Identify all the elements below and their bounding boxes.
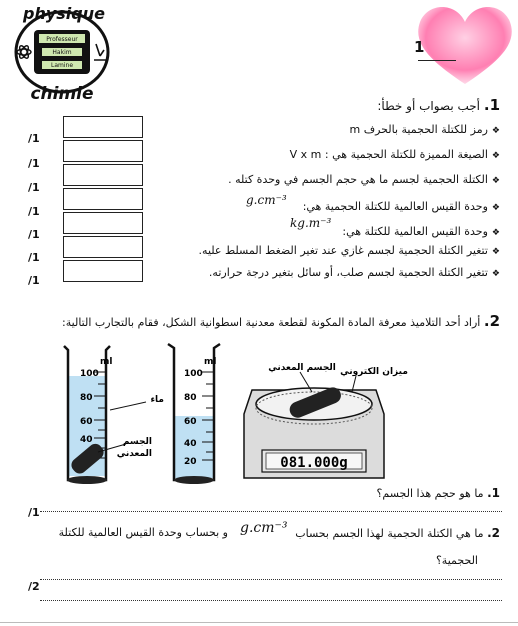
svg-text:80: 80 xyxy=(184,393,197,403)
mark-7: /1 xyxy=(28,274,40,287)
q2-number: 2. xyxy=(483,312,500,330)
q2-sub2-tail: و بحساب وحدة القيس العالمية للكتلة xyxy=(58,526,228,539)
answer-box-5[interactable] xyxy=(63,212,143,234)
page-number: 1 xyxy=(414,38,425,56)
q2-sub2: 2. ما هي الكتلة الحجمية لهذا الجسم بحساب xyxy=(295,526,500,540)
q1-item-6: ❖تتغير الكتلة الحجمية لجسم غازي عند تغير الضغط المسلط عليه. xyxy=(198,244,500,257)
q1-title: أجب بصواب أو خطأ: xyxy=(377,99,481,113)
q2-sub1: 1. ما هو حجم هذا الجسم؟ xyxy=(376,486,500,500)
mark-4: /1 xyxy=(28,205,40,218)
heart-decoration xyxy=(412,0,518,86)
q1-item-7: ❖تتغير الكتلة الحجمية لجسم صلب، أو سائل بتغير درجة حرارته. xyxy=(208,266,500,279)
mark-6: /1 xyxy=(28,251,40,264)
q1-item-3: ❖الكتلة الحجمية لجسم ما هي حجم الجسم في وحدة كتله . xyxy=(228,173,500,186)
svg-text:60: 60 xyxy=(184,417,197,427)
bullet-icon: ❖ xyxy=(491,269,500,279)
svg-text:40: 40 xyxy=(80,435,93,445)
mark-1: /1 xyxy=(28,132,40,145)
svg-text:100: 100 xyxy=(80,369,99,379)
unit-ml-right: ml xyxy=(204,357,217,367)
answer-line-3[interactable] xyxy=(40,600,502,601)
page-number-underline xyxy=(418,60,456,61)
logo-top-text: physique xyxy=(23,4,105,23)
bullet-icon: ❖ xyxy=(491,151,500,161)
q2-heading xyxy=(20,312,500,330)
answer-box-7[interactable] xyxy=(63,260,143,282)
bullet-icon: ❖ xyxy=(491,247,500,257)
bullet-icon: ❖ xyxy=(491,228,500,238)
label-body-2: المعدني xyxy=(116,449,152,459)
svg-text:80: 80 xyxy=(80,393,93,403)
physique-chimie-logo xyxy=(6,2,118,102)
q2-sub2-end: الحجمية؟ xyxy=(435,554,478,567)
unit-gcm3-q2: g.cm⁻³ xyxy=(240,520,288,536)
q1-heading xyxy=(377,96,500,114)
bullet-icon: ❖ xyxy=(491,203,500,213)
logo-line-3: Lamine xyxy=(50,62,74,69)
q1-item-1: ❖رمز للكتلة الحجمية بالحرف m xyxy=(349,123,500,136)
label-metal-body: الجسم المعدني xyxy=(268,363,336,373)
arrow-water xyxy=(110,402,146,410)
q1-item-5: ❖وحدة القيس العالمية للكتلة هي: xyxy=(342,225,500,238)
bottom-border xyxy=(0,622,518,623)
scale-display: 081.000g xyxy=(280,455,348,471)
svg-text:100: 100 xyxy=(184,369,203,379)
answer-box-6[interactable] xyxy=(63,236,143,258)
unit-gcm3: g.cm⁻³ xyxy=(246,193,287,207)
bullet-icon: ❖ xyxy=(491,126,500,136)
label-scale: ميزان الكتروني xyxy=(340,367,408,377)
q1-item-4: ❖وحدة القيس العالمية للكتلة الحجمية هي: xyxy=(302,200,500,213)
answer-box-4[interactable] xyxy=(63,188,143,210)
label-water: ماء xyxy=(150,395,164,405)
bullet-icon: ❖ xyxy=(491,176,500,186)
q2-intro: أراد أحد التلاميذ معرفة المادة المكونة لقطعة معدنية اسطوانية الشكل، فقام بالتجارب التالية: xyxy=(62,316,481,329)
answer-box-2[interactable] xyxy=(63,140,143,162)
experiment-figure xyxy=(56,340,408,490)
answer-box-3[interactable] xyxy=(63,164,143,186)
unit-ml-left: ml xyxy=(100,357,113,367)
unit-kgm3: kg.m⁻³ xyxy=(290,216,332,230)
mark-5: /1 xyxy=(28,228,40,241)
answer-box-1[interactable] xyxy=(63,116,143,138)
mark-sub2: /2 xyxy=(28,580,40,593)
answer-line-1[interactable] xyxy=(40,511,502,512)
svg-text:60: 60 xyxy=(80,417,93,427)
logo-line-2: Hakim xyxy=(52,49,72,56)
q1-item-2: ❖الصيغة المميزة للكتلة الحجمية هي : V x m xyxy=(289,148,500,161)
mark-3: /1 xyxy=(28,181,40,194)
answer-line-2[interactable] xyxy=(40,579,502,580)
q1-number: 1. xyxy=(483,96,500,114)
mark-sub1: /1 xyxy=(28,506,40,519)
logo-bottom-text: chimie xyxy=(30,84,94,104)
label-body: الجسم xyxy=(122,437,152,447)
mark-2: /1 xyxy=(28,157,40,170)
svg-text:20: 20 xyxy=(184,457,197,467)
svg-text:40: 40 xyxy=(184,439,197,449)
logo-line-1: Professeur xyxy=(46,36,78,43)
